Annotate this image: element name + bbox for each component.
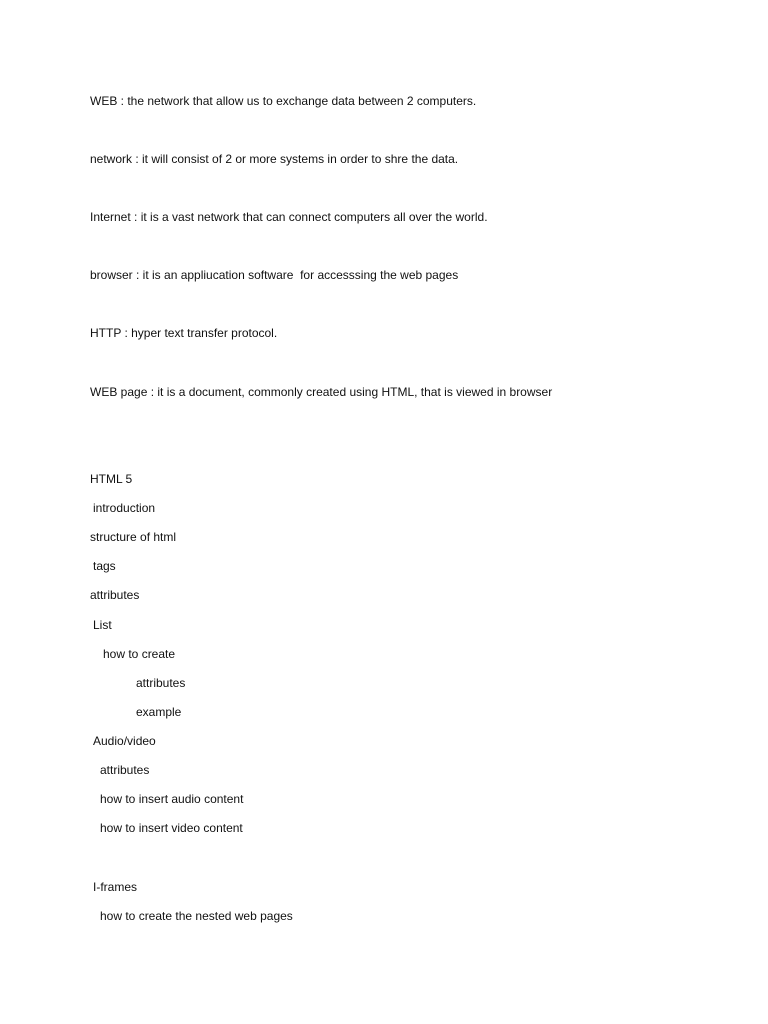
- outline-item: how to insert audio content: [100, 792, 244, 806]
- outline-heading: HTML 5: [90, 472, 133, 486]
- definition-internet: Internet : it is a vast network that can connect computers all over the world.: [90, 210, 488, 224]
- outline-item: tags: [93, 559, 116, 573]
- outline-item: how to create the nested web pages: [100, 909, 293, 923]
- definition-http: HTTP : hyper text transfer protocol.: [90, 326, 278, 340]
- definition-web-page: WEB page : it is a document, commonly created using HTML, that is viewed in browser: [90, 385, 553, 399]
- outline-item: attributes: [136, 676, 186, 690]
- outline-item: how to create: [103, 647, 176, 661]
- outline-item: example: [136, 705, 182, 719]
- outline-item: attributes: [100, 763, 150, 777]
- outline-item: Audio/video: [93, 734, 156, 748]
- definition-browser: browser : it is an appliucation software for accesssing the web pages: [90, 268, 459, 282]
- outline-item: structure of html: [90, 530, 177, 544]
- outline-item: I-frames: [93, 880, 138, 894]
- outline-item: List: [93, 618, 112, 632]
- definition-web: WEB : the network that allow us to exchange data between 2 computers.: [90, 94, 477, 108]
- outline-item: attributes: [90, 588, 140, 602]
- definition-network: network : it will consist of 2 or more systems in order to shre the data.: [90, 152, 459, 166]
- outline-item: introduction: [93, 501, 156, 515]
- outline-item: how to insert video content: [100, 821, 243, 835]
